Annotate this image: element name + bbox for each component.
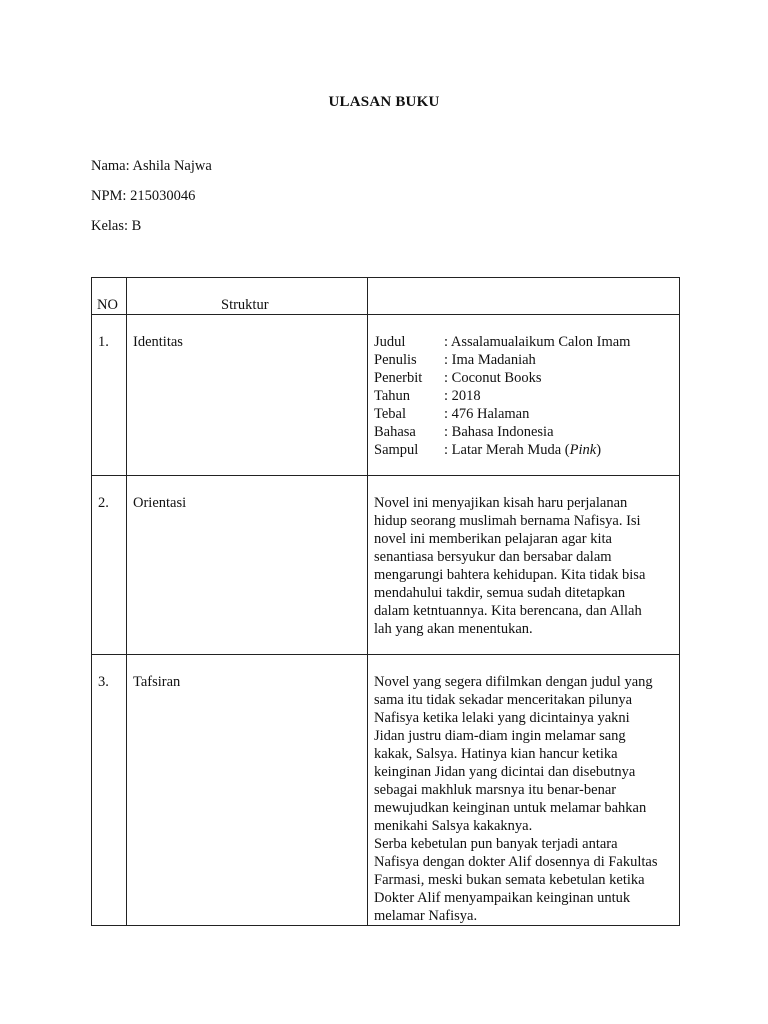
text-line: Novel yang segera difilmkan dengan judul yang bbox=[374, 674, 653, 690]
identity-label: Tebal bbox=[374, 406, 406, 422]
text-line: senantiasa bersyukur dan bersabar dalam bbox=[374, 549, 612, 565]
row-structure-cell bbox=[127, 315, 368, 476]
review-table bbox=[91, 277, 680, 926]
row-structure-cell bbox=[127, 476, 368, 655]
text-line: sebagai makhluk marsnya itu benar-benar bbox=[374, 782, 617, 798]
text-line: Novel ini menyajikan kisah haru perjalanan bbox=[374, 495, 628, 511]
text-line: sama itu tidak sekadar menceritakan pilunya bbox=[374, 692, 633, 708]
identity-label: Sampul bbox=[374, 442, 419, 458]
identity-item bbox=[374, 369, 673, 387]
identity-item bbox=[374, 441, 673, 459]
identity-value: : 476 Halaman bbox=[444, 406, 530, 422]
identity-label: Judul bbox=[374, 334, 406, 350]
identity-value-italic: Pink bbox=[569, 442, 597, 458]
text-line: mewujudkan keinginan untuk melamar bahkan bbox=[374, 800, 647, 816]
identity-item bbox=[374, 333, 673, 351]
row-structure: Tafsiran bbox=[133, 674, 181, 690]
identity-item bbox=[374, 405, 673, 423]
header-struktur-label: Struktur bbox=[221, 297, 269, 313]
identity-item bbox=[374, 423, 673, 441]
identity-value: : Bahasa Indonesia bbox=[444, 424, 554, 440]
identity-value: : 2018 bbox=[444, 388, 481, 404]
row-number: 1. bbox=[98, 334, 109, 350]
text-line: mendahului takdir, semua sudah ditetapkan bbox=[374, 585, 626, 601]
table-row bbox=[92, 476, 680, 655]
identity-value: : Assalamualaikum Calon Imam bbox=[444, 334, 631, 350]
text-line: Nafisya ketika lelaki yang dicintainya yakni bbox=[374, 710, 630, 726]
text-line: melamar Nafisya. bbox=[374, 908, 478, 924]
text-line: Serba kebetulan pun banyak terjadi antara bbox=[374, 836, 618, 852]
identity-item bbox=[374, 351, 673, 369]
identity-label: Tahun bbox=[374, 388, 411, 404]
text-line: novel ini memberikan pelajaran agar kita bbox=[374, 531, 612, 547]
row-number: 3. bbox=[98, 674, 109, 690]
text-line: hidup seorang muslimah bernama Nafisya. Isi bbox=[374, 513, 641, 529]
identity-value-suffix: ) bbox=[596, 442, 602, 458]
header-no-label: NO bbox=[97, 297, 118, 313]
row-structure-cell bbox=[127, 655, 368, 926]
text-line: menikahi Salsya kakaknya. bbox=[374, 818, 533, 834]
row-number-cell bbox=[92, 476, 127, 655]
row-content-cell bbox=[368, 476, 680, 655]
row-number: 2. bbox=[98, 495, 109, 511]
orientation-text bbox=[368, 476, 679, 638]
student-npm: NPM: 215030046 bbox=[91, 188, 196, 204]
identity-list bbox=[368, 315, 679, 459]
identity-value: : Coconut Books bbox=[444, 370, 542, 386]
interpretation-text bbox=[368, 655, 679, 925]
row-content-cell bbox=[368, 315, 680, 476]
document-title: ULASAN BUKU bbox=[328, 94, 440, 110]
identity-value: : Ima Madaniah bbox=[444, 352, 536, 368]
row-number-cell bbox=[92, 655, 127, 926]
identity-value: : Latar Merah Muda ( bbox=[444, 442, 570, 458]
identity-label: Penulis bbox=[374, 352, 417, 368]
table-row bbox=[92, 655, 680, 926]
identity-label: Bahasa bbox=[374, 424, 416, 440]
text-line: Dokter Alif menyampaikan keinginan untuk bbox=[374, 890, 631, 906]
text-line: dalam ketntuannya. Kita berencana, dan Allah bbox=[374, 603, 642, 619]
row-content-cell bbox=[368, 655, 680, 926]
text-line: keinginan Jidan yang dicintai dan disebutnya bbox=[374, 764, 636, 780]
table-header-row bbox=[92, 278, 680, 315]
text-line: Nafisya dengan dokter Alif dosennya di Fakultas bbox=[374, 854, 658, 870]
student-name: Nama: Ashila Najwa bbox=[91, 158, 212, 174]
identity-label: Penerbit bbox=[374, 370, 423, 386]
row-structure: Identitas bbox=[133, 334, 183, 350]
table-row bbox=[92, 315, 680, 476]
header-isi-label bbox=[368, 278, 679, 296]
text-line: Farmasi, meski bukan semata kebetulan ketika bbox=[374, 872, 645, 888]
header-no bbox=[92, 278, 127, 315]
row-structure: Orientasi bbox=[133, 495, 187, 511]
student-class: Kelas: B bbox=[91, 218, 142, 234]
header-struktur bbox=[127, 278, 368, 315]
identity-item bbox=[374, 387, 673, 405]
text-line: lah yang akan menentukan. bbox=[374, 621, 533, 637]
text-line: kakak, Salsya. Hatinya kian hancur ketika bbox=[374, 746, 618, 762]
text-line: Jidan justru diam-diam ingin melamar sang bbox=[374, 728, 626, 744]
header-isi bbox=[368, 278, 680, 315]
text-line: mengarungi bahtera kehidupan. Kita tidak bisa bbox=[374, 567, 646, 583]
row-number-cell bbox=[92, 315, 127, 476]
